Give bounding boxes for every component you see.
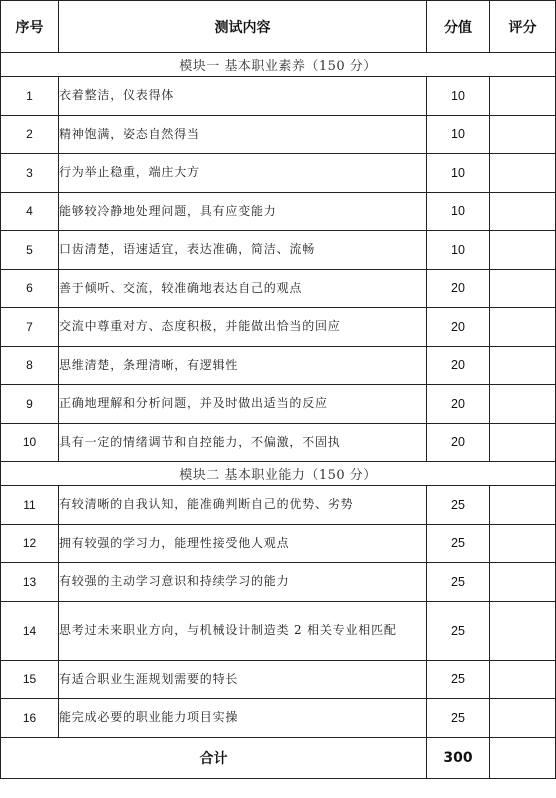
item-content: 有较强的主动学习意识和持续学习的能力: [59, 563, 427, 602]
rating-cell[interactable]: [490, 601, 556, 660]
item-content: 善于倾听、交流，较准确地表达自己的观点: [59, 269, 427, 308]
total-label: 合计: [1, 737, 427, 778]
rating-cell[interactable]: [490, 423, 556, 462]
item-number: 4: [1, 192, 59, 231]
item-number: 9: [1, 385, 59, 424]
rating-cell[interactable]: [490, 77, 556, 116]
item-number: 6: [1, 269, 59, 308]
item-content: 行为举止稳重，端庄大方: [59, 154, 427, 193]
table-row: [1, 486, 556, 525]
item-score: 10: [427, 115, 490, 154]
item-number: 15: [1, 660, 59, 699]
table-header-row: [1, 1, 556, 53]
item-number: 14: [1, 601, 59, 660]
table-row: [1, 154, 556, 193]
rating-cell[interactable]: [490, 486, 556, 525]
item-score: 25: [427, 524, 490, 563]
item-score: 20: [427, 308, 490, 347]
rating-cell[interactable]: [490, 154, 556, 193]
item-content: 能完成必要的职业能力项目实操: [59, 699, 427, 738]
total-score: 300: [427, 737, 490, 778]
table-row: [1, 524, 556, 563]
item-number: 7: [1, 308, 59, 347]
item-number: 3: [1, 154, 59, 193]
table-row: [1, 308, 556, 347]
item-number: 12: [1, 524, 59, 563]
item-score: 20: [427, 423, 490, 462]
item-score: 25: [427, 486, 490, 525]
section-row: [1, 462, 556, 486]
item-number: 8: [1, 346, 59, 385]
item-content: 正确地理解和分析问题，并及时做出适当的反应: [59, 385, 427, 424]
item-number: 11: [1, 486, 59, 525]
item-content: 交流中尊重对方、态度积极，并能做出恰当的回应: [59, 308, 427, 347]
item-number: 2: [1, 115, 59, 154]
rating-cell[interactable]: [490, 660, 556, 699]
rating-cell[interactable]: [490, 563, 556, 602]
table-row: [1, 563, 556, 602]
table-row: [1, 660, 556, 699]
item-score: 10: [427, 154, 490, 193]
item-score: 25: [427, 660, 490, 699]
header-rating: 评分: [490, 1, 556, 53]
item-score: 10: [427, 192, 490, 231]
total-row: [1, 737, 556, 778]
item-content: 能够较冷静地处理问题，具有应变能力: [59, 192, 427, 231]
item-score: 10: [427, 77, 490, 116]
header-content: 测试内容: [59, 1, 427, 53]
item-number: 10: [1, 423, 59, 462]
item-score: 20: [427, 346, 490, 385]
table-row: [1, 601, 556, 660]
rating-cell[interactable]: [490, 385, 556, 424]
section-title: 模块一 基本职业素养（150 分）: [1, 53, 556, 77]
item-score: 10: [427, 231, 490, 270]
rating-cell[interactable]: [490, 115, 556, 154]
rating-cell[interactable]: [490, 192, 556, 231]
rating-cell[interactable]: [490, 346, 556, 385]
total-rating-cell[interactable]: [490, 737, 556, 778]
table-row: [1, 231, 556, 270]
rating-cell[interactable]: [490, 231, 556, 270]
item-score: 25: [427, 601, 490, 660]
item-content: 具有一定的情绪调节和自控能力，不偏激，不固执: [59, 423, 427, 462]
item-score: 20: [427, 385, 490, 424]
item-content: 拥有较强的学习力，能理性接受他人观点: [59, 524, 427, 563]
table-row: [1, 385, 556, 424]
section-row: [1, 53, 556, 77]
item-content: 口齿清楚，语速适宜，表达准确，简洁、流畅: [59, 231, 427, 270]
section-title: 模块二 基本职业能力（150 分）: [1, 462, 556, 486]
item-content: 精神饱满，姿态自然得当: [59, 115, 427, 154]
item-score: 25: [427, 699, 490, 738]
rating-cell[interactable]: [490, 524, 556, 563]
item-number: 5: [1, 231, 59, 270]
item-content: 有较清晰的自我认知，能准确判断自己的优势、劣势: [59, 486, 427, 525]
item-content: 思维清楚，条理清晰，有逻辑性: [59, 346, 427, 385]
table-row: [1, 699, 556, 738]
table-row: [1, 115, 556, 154]
item-number: 16: [1, 699, 59, 738]
table-row: [1, 77, 556, 116]
header-no: 序号: [1, 1, 59, 53]
table-row: [1, 269, 556, 308]
item-number: 1: [1, 77, 59, 116]
rating-cell[interactable]: [490, 269, 556, 308]
item-score: 20: [427, 269, 490, 308]
item-number: 13: [1, 563, 59, 602]
rating-cell[interactable]: [490, 699, 556, 738]
item-content: 思考过未来职业方向，与机械设计制造类 2 相关专业相匹配: [59, 601, 427, 660]
table-row: [1, 346, 556, 385]
rating-cell[interactable]: [490, 308, 556, 347]
table-row: [1, 423, 556, 462]
item-score: 25: [427, 563, 490, 602]
item-content: 有适合职业生涯规划需要的特长: [59, 660, 427, 699]
item-content: 衣着整洁，仪表得体: [59, 77, 427, 116]
header-score: 分值: [427, 1, 490, 53]
table-row: [1, 192, 556, 231]
